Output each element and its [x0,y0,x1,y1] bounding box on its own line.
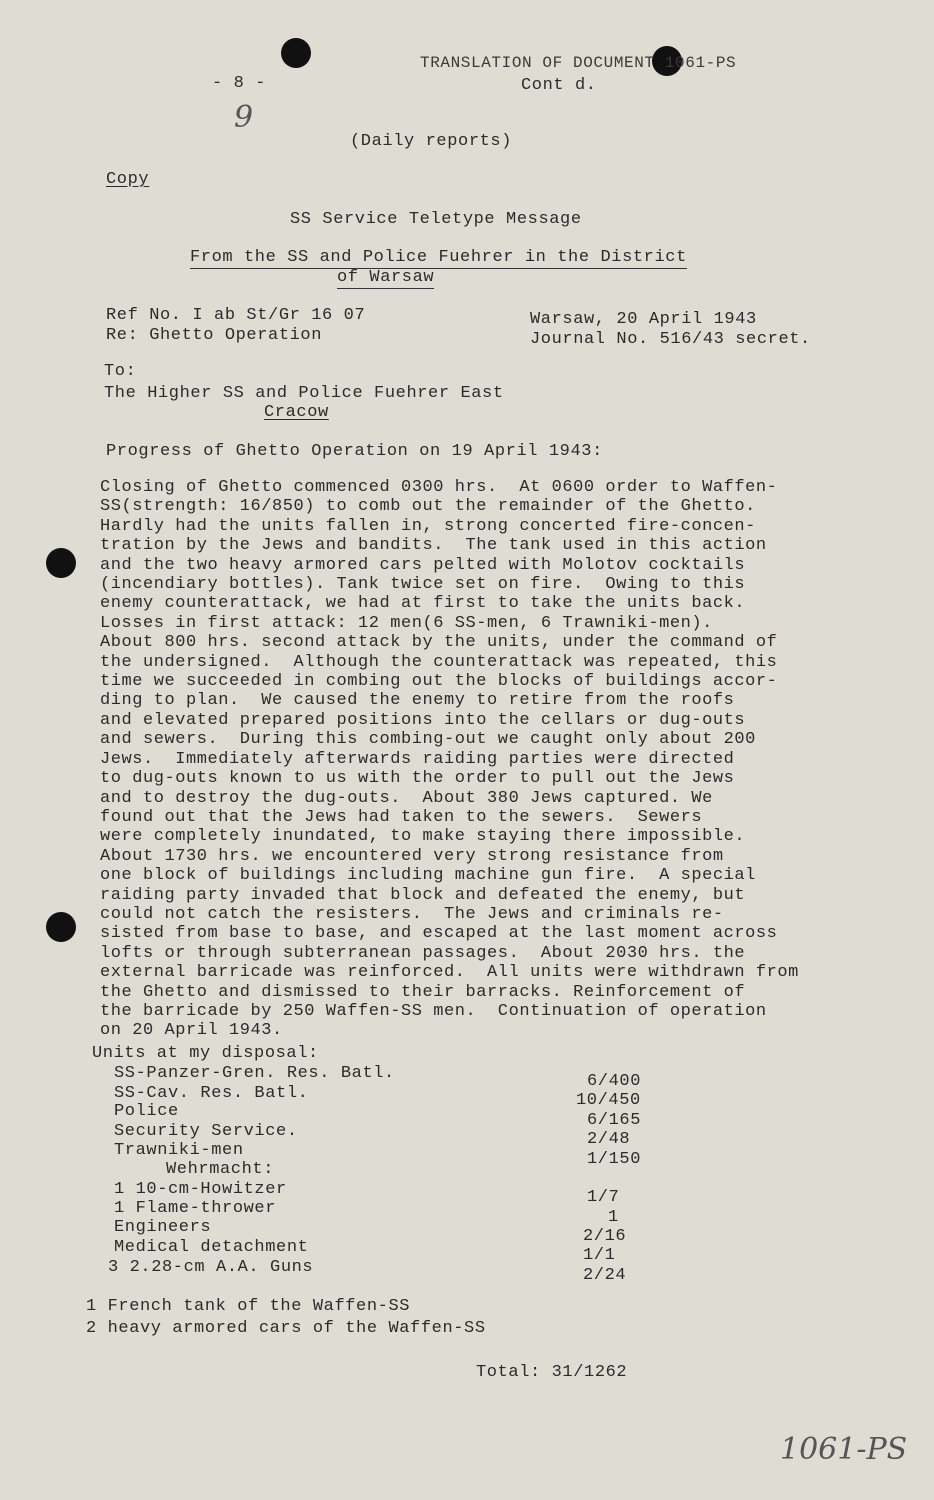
unit-count: 2/24 [583,1266,627,1285]
body-line: and the two heavy armored cars pelted with Molotov cocktails [100,555,746,575]
unit-name: SS-Panzer-Gren. Res. Batl. [114,1064,395,1083]
to-label: To: [104,362,137,381]
body-line: found out that the Jews had taken to the sewers. Sewers [100,807,703,827]
handwritten-page-number: 9 [234,100,254,135]
unit-count: 6/165 [587,1111,642,1130]
body-line: on 20 April 1943. [100,1021,283,1041]
unit-count: 2/16 [583,1227,627,1246]
body-line: About 800 hrs. second attack by the units, under the command of [100,633,778,653]
document-number-header: TRANSLATION OF DOCUMENT 1061-PS [420,54,737,72]
unit-name: SS-Cav. Res. Batl. [114,1084,309,1103]
page-marker: - 8 - [212,74,267,93]
unit-count: 1/1 [583,1246,616,1265]
unit-name: Engineers [114,1218,212,1237]
body-line: and to destroy the dug-outs. About 380 Jews captured. We [100,788,713,808]
message-type-heading: SS Service Teletype Message [290,210,582,229]
units-heading: Units at my disposal: [92,1044,319,1063]
body-line: external barricade was reinforced. All units were withdrawn from [100,963,799,983]
body-line: time we succeeded in combing out the blocks of buildings accor- [100,672,778,692]
unit-count: 10/450 [576,1091,641,1110]
place-date: Warsaw, 20 April 1943 [530,310,757,329]
unit-count: 1/150 [587,1150,642,1169]
from-line-1: From the SS and Police Fuehrer in the District [190,248,687,267]
body-line: the Ghetto and dismissed to their barracks. Reinforcement of [100,982,746,1002]
body-line: the barricade by 250 Waffen-SS men. Continuation of operation [100,1001,767,1021]
unit-count: 6/400 [587,1072,642,1091]
body-line: Hardly had the units fallen in, strong concerted fire-concen- [100,516,756,536]
punch-hole-margin-upper [46,548,76,578]
continued-label: Cont d. [521,76,597,95]
body-line: and elevated prepared positions into the cellars or dug-outs [100,710,746,730]
handwritten-document-number: 1061-PS [780,1432,908,1467]
unit-group-label: Wehrmacht: [166,1160,275,1179]
unit-name: Security Service. [114,1122,298,1141]
body-line: sisted from base to base, and escaped at the last moment across [100,924,778,944]
unit-count: 1 [608,1208,619,1227]
recipient-name: The Higher SS and Police Fuehrer East [104,384,504,403]
reference-subject: Re: Ghetto Operation [106,326,323,345]
punch-hole-top-left [281,38,311,68]
punch-hole-margin-lower [46,912,76,942]
body-line: were completely inundated, to make staying there impossible. [100,827,746,847]
unit-name: 1 Flame-thrower [114,1199,277,1218]
unit-name: Police [114,1102,179,1121]
recipient-city: Cracow [264,403,329,422]
body-line: one block of buildings including machine gun fire. A special [100,866,756,886]
body-line: Losses in first attack: 12 men(6 SS-men, 6 Trawniki-men). [100,613,713,633]
copy-label: Copy [106,170,150,189]
body-line: enemy counterattack, we had at first to take the units back. [100,594,746,614]
total-line: Total: 31/1262 [476,1363,628,1382]
body-line: the undersigned. Although the counterattack was repeated, this [100,652,778,672]
vehicle-line: 2 heavy armored cars of the Waffen-SS [86,1319,486,1338]
body-line: to dug-outs known to us with the order to pull out the Jews [100,769,735,789]
body-line: and sewers. During this combing-out we caught only about 200 [100,730,756,750]
body-line: (incendiary bottles). Tank twice set on fire. Owing to this [100,575,746,595]
unit-name: Medical detachment [114,1238,309,1257]
body-line: SS(strength: 16/850) to comb out the remainder of the Ghetto. [100,497,756,517]
unit-name: 3 2.28-cm A.A. Guns [108,1258,314,1277]
unit-name: 1 10-cm-Howitzer [114,1180,287,1199]
body-line: Jews. Immediately afterwards raiding parties were directed [100,749,735,769]
vehicle-line: 1 French tank of the Waffen-SS [86,1297,411,1316]
reference-number: Ref No. I ab St/Gr 16 07 [106,306,366,325]
from-line-2: of Warsaw [337,268,435,287]
body-line: raiding party invaded that block and defeated the enemy, but [100,885,746,905]
daily-reports-subtitle: (Daily reports) [350,132,513,151]
body-line: Closing of Ghetto commenced 0300 hrs. At 0600 order to Waffen- [100,478,778,497]
body-line: lofts or through subterranean passages. About 2030 hrs. the [100,943,746,963]
unit-count: 1/7 [587,1188,620,1207]
body-line: ding to plan. We caused the enemy to retire from the roofs [100,691,735,711]
body-line: could not catch the resisters. The Jews and criminals re- [100,904,724,924]
journal-number: Journal No. 516/43 secret. [530,330,811,349]
body-line: About 1730 hrs. we encountered very strong resistance from [100,846,724,866]
unit-count: 2/48 [587,1130,631,1149]
body-line: tration by the Jews and bandits. The tank used in this action [100,536,767,556]
progress-heading: Progress of Ghetto Operation on 19 April 1943: [106,442,603,461]
unit-name: Trawniki-men [114,1141,244,1160]
report-body [100,478,880,1041]
